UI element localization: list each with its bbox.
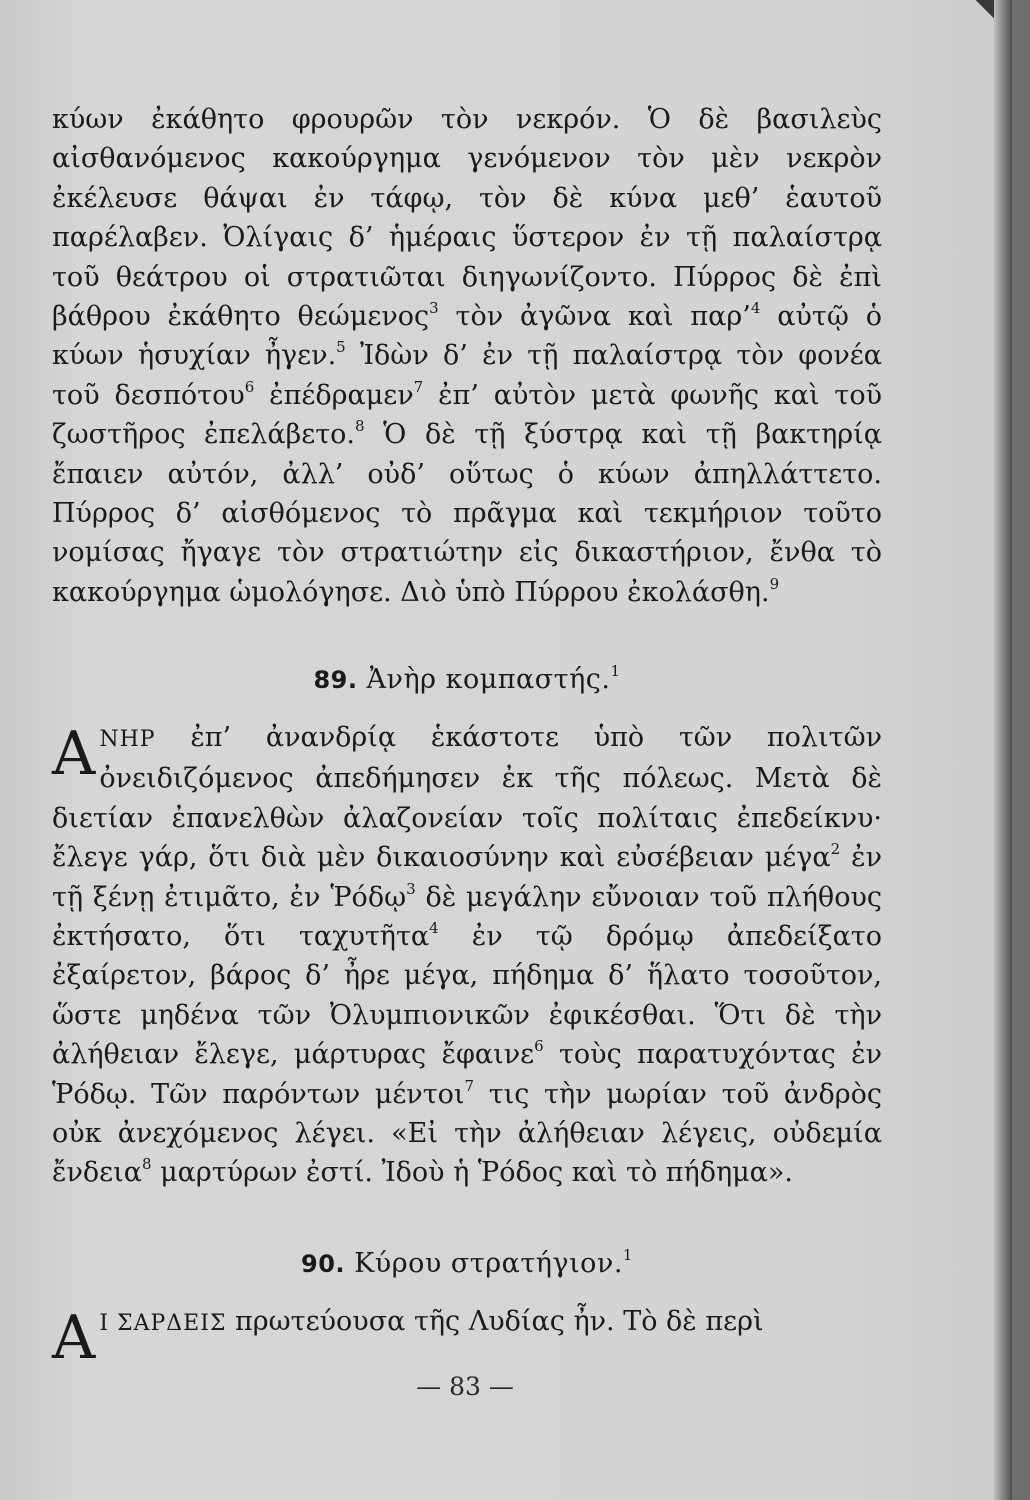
footnote-ref: 6 <box>244 377 255 396</box>
small-caps-opening: Ι ΣΑΡΔΕΙΣ <box>99 1311 227 1336</box>
footnote-ref: 2 <box>830 840 841 859</box>
story-title: Ἀνὴρ κομπαστής. <box>366 664 611 695</box>
story-90-heading <box>52 1246 882 1282</box>
story-number: 90. <box>301 1250 346 1278</box>
page-edge-shadow <box>994 0 1012 1500</box>
footnote-ref: 3 <box>406 879 416 898</box>
story-title: Κύρου στρατήγιον. <box>354 1248 623 1279</box>
story-89-heading <box>52 662 882 698</box>
footnote-ref: 7 <box>413 377 424 396</box>
story-88-text <box>52 100 882 612</box>
drop-cap: Α <box>52 1303 96 1373</box>
footnote-ref: 8 <box>355 417 365 436</box>
page-number: — 83 — <box>416 1372 514 1401</box>
drop-cap: Α <box>52 719 96 789</box>
footnote-ref: 6 <box>534 1037 544 1056</box>
story-88-paragraph: κύων ἐκάθητο φρουρῶν τὸν νεκρόν. Ὁ δὲ βασιλεὺς αἰσθανόμενος κακούργημα γενόμενον τὸν μὲν νεκρὸν ἐκέλευσε θάψαι ἐν τάφῳ, τὸν δὲ κύνα μεθ’ ἑαυτοῦ παρέλαβεν. Ὀλίγαις δ’ ἡμέραις ὕστερον ἐν τῇ παλαίστρᾳ τοῦ θεάτρου οἱ στρατιῶται διηγωνίζοντο. Πύρρος δὲ ἐπὶ βάθρου ἐκάθητο θεώμενος$^3$ τὸν ἀγῶνα καὶ παρ’$^4$ αὐτῷ ὁ κύων ἡσυχίαν ἦγεν.$^5$ Ἰδὼν δ’ ἐν τῇ παλαίστρᾳ τὸν φονέα τοῦ δεσπότου$^6$ ἐπέδραμεν$^7$ ἐπ’ αὐτὸν μετὰ φωνῆς καὶ τοῦ ζωστῆρος ἐπελάβετο.$^8$ Ὁ δὲ τῇ ξύστρᾳ καὶ τῇ βακτηρίᾳ ἔπαιεν αὐτόν, ἀλλ’ οὐδ’ οὕτως ὁ κύων ἀπηλλάττετο. Πύρρος δ’ αἰσθόμενος τὸ πρᾶγμα καὶ τεκμήριον τοῦτο νομίσας ἤγαγε τὸν στρατιώτην εἰς δικαστήριον, ἔνθα τὸ κακούργημα ὡμολόγησε. Διὸ ὑπὸ Πύρρου ἐκολάσθη.$^9$ <box>52 104 883 608</box>
footnote-ref: 5 <box>336 338 346 357</box>
story-90-paragraph: Α Ι ΣΑΡΔΕΙΣ πρωτεύουσα τῆς Λυδίας ἦν. Τὸ δὲ περὶ <box>52 1303 764 1373</box>
small-caps-opening: ΝΗΡ <box>99 727 156 752</box>
footnote-ref: 9 <box>769 574 780 593</box>
footnote-ref: 1 <box>622 1246 633 1264</box>
footnote-ref: 3 <box>429 299 439 318</box>
story-number: 89. <box>313 666 358 694</box>
story-89-text <box>52 718 882 1193</box>
footnote-ref: 4 <box>429 919 439 938</box>
footnote-ref: 4 <box>750 299 761 318</box>
story-89-paragraph: ΑΝΗΡ ἐπ’ ἀνανδρίᾳ ἑκάστοτε ὑπὸ τῶν πολιτῶν ὀνειδιζόμενος ἀπεδήμησεν ἐκ τῆς πόλεως. Μετὰ δὲ διετίαν ἐπανελθὼν ἀλαζονείαν τοῖς πολίταις ἐπεδείκνυ· ἔλεγε γάρ, ὅτι διὰ μὲν δικαιοσύνην καὶ εὐσέβειαν μέγα$^2$ ἐν τῇ ξένῃ ἐτιμᾶτο, ἐν Ῥόδῳ$^3$ δὲ μεγάλην εὔνοιαν τοῦ πλήθους ἐκτήσατο, ὅτι ταχυτῆτα$^4$ ἐν τῷ δρόμῳ ἀπεδείξατο ἐξαίρετον, βάρος δ’ ἦρε μέγα, πήδημα δ’ ἥλατο τοσοῦτον, ὥστε μηδένα τῶν Ὀλυμπιονικῶν ἐφικέσθαι. Ὅτι δὲ τὴν ἀλήθειαν ἔλεγε, μάρτυρας ἔφαινε$^6$ τοὺς παρατυχόντας ἐν Ῥόδῳ. Τῶν παρόντων μέντοι$^7$ τις τὴν μωρίαν τοῦ ἀνδρὸς οὐκ ἀνεχόμενος λέγει. «Εἰ τὴν ἀλήθειαν λέγεις, οὐδεμία ἔνδεια$^8$ μαρτύρων ἐστί. Ἰδοὺ ἡ Ῥόδος καὶ τὸ πήδημα». <box>52 719 883 1189</box>
footnote-ref: 7 <box>464 1076 475 1095</box>
footnote-ref: 1 <box>610 662 621 680</box>
footnote-ref: 8 <box>141 1155 152 1174</box>
story-90-text <box>52 1302 882 1373</box>
